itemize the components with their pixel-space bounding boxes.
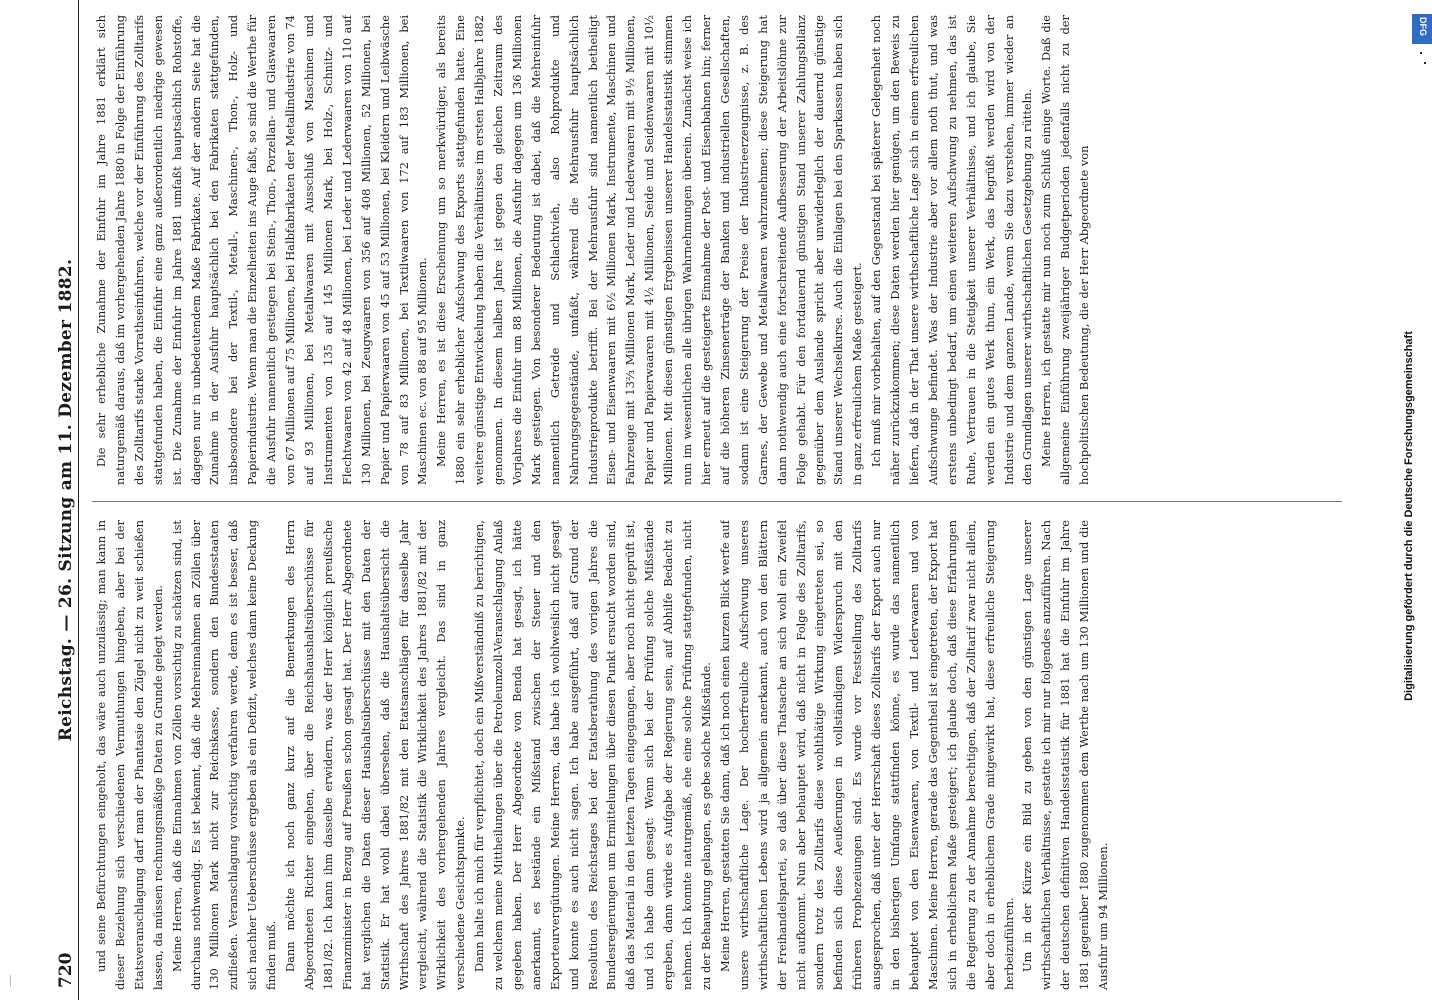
paragraph: Um in der Kürze ein Bild zu geben von den günstigen Lage unserer wirthschaftlichen Verhältnisse, gestatte ich mir nur folgendes anzuführen. Nach der deutschen definitiven Handelsstatistik für 1881 hat die Einfuhr im Jahre 1881 gegenüber 1880 zugenommen dem Werthe nach um 130 Millionen und die Ausfuhr um 94 Millionen. [1020,520,1111,990]
column-divider [92,501,1342,502]
paragraph: Meine Herren, es ist diese Erscheinung um so merkwürdiger, als bereits 1880 ein sehr erheblicher Aufschwung des Exports stattgefunden hatte. Eine weitere günstige Entwickelung haben die Verhältnisse im ersten Halbjahre 1882 genommen. In diesem halben Jahre ist gegen den gleichen Zeitraum des Vorjahres die Einfuhr um 88 Millionen, die Ausfuhr dagegen um 136 Millionen Mark gestiegen. Von besonderer Bedeutung ist dabei, daß die Mehreinfuhr namentlich Getreide und Schlachtvieh, also Rohprodukte und Nahrungsgegenstände, umfaßt, während die Mehrausfuhr hauptsächlich Industrieprodukte betrifft. Bei der Mehrausfuhr sind namentlich betheiligt Eisen- und Eisenwaaren mit 6½ Millionen Mark, Instrumente, Maschinen und Fahrzeuge mit 13⅔ Millionen Mark, Leder und Lederwaaren mit 9½ Millionen, Papier und Papierwaaren mit 4½ Millionen, Seide und Seidenwaaren mit 10½ Millionen. Mit diesen günstigen Ergebnissen unserer Handelsstatistik stimmen nun im wesentlichen alle übrigen Wahrnehmungen überein. Zunächst weise ich hier erneut auf die gesteigerte Einnahme der Post- und Eisenbahnen hin; ferner auf die höheren Zinsenerträge der Banken und industriellen Gesellschaften, sodann ist eine Steigerung der Preise der Industrieerzeugnisse, z. B. des Garnes, der Gewebe und Metallwaaren wahrzunehmen; diese Steigerung hat dann nothwendig auch eine fortschreitende Aufbesserung der Arbeitslöhne zur Folge gehabt. Für den fortdauernd günstigen Stand unserer Zahlungsbilanz gegenüber dem Auslande spricht aber unwiderleglich der dauernd günstige Stand unserer Wechselkurse. Auch die Einlagen bei den Sparkassen haben sich in ganz erfreulichem Maße gesteigert. [434,15,865,485]
scan-speck [1420,52,1422,54]
scan-edge [10,975,11,987]
paragraph: Meine Herren, daß die Einnahmen von Zöllen vorsichtig zu schätzen sind, ist durchaus nothwendig. Es ist bekannt, daß die Mehreinnahmen an Zöllen über 130 Millionen Mark nicht zur Reichskasse, sondern den Bundesstaaten zufließen. Veranschlagung vorsichtig verfahren werde, denn es ist besser, daß sich nachher Ueberschüsse ergeben als ein Defizit, welches dann keine Deckung finden muß. [169,520,279,990]
paragraph: und seine Befürchtungen eingeholt, das wäre auch unzulässig; man kann in dieser Beziehung sich verschiedenen Vermuthungen hingeben, aber bei der Etatsveranschlagung darf man der Phantasie den Zügel nicht zu weit schießen lassen, da müssen rechnungsmäßige Daten zu Grunde gelegt werden. [94,520,165,990]
paragraph: Meine Herren, ich gestatte mir nun noch zum Schluß einige Worte. Daß die allgemeine Einführung zweijähriger Budgetperioden jedenfalls nicht zu der hochpolitischen Bedeutung, die der Herr Abgeordnete von [1039,15,1092,485]
dfg-logo [1412,14,1432,44]
right-column [92,15,1342,485]
page-header [56,0,79,1000]
paragraph: Dann halte ich mich für verpflichtet, doch ein Mißverständniß zu berichtigen, zu welchem meine Mittheilungen über die Petroleumzoll-Veranschlagung Anlaß gegeben haben. Der Herr Abgeordnete von Benda hat gesagt, ich hätte anerkannt, es bestände ein Mißstand zwischen der Steuer und den Exporteurvergütungen. Meine Herren, das habe ich wohlweislich nicht gesagt und konnte es auch nicht sagen. Ich habe ausgeführt, daß auf Grund der Resolution des Reichstages bei der Etatsberathung des vorigen Jahres die Bundesregierungen um Ermittelungen über diesen Punkt ersucht worden sind, daß das Material in den letzten Tagen eingegangen, aber noch nicht geprüft ist, und ich habe dann gesagt: Wenn sich bei der Prüfung solche Mißstände ergeben, dann würde es Aufgabe der Regierung sein, auf Abhilfe Bedacht zu nehmen. Ich konnte naturgemäß, ehe eine solche Prüfung stattgefunden, nicht zu der Behauptung gelangen, es gebe solche Mißstände. [472,520,713,990]
paragraph: Dann möchte ich noch ganz kurz auf die Bemerkungen des Herrn Abgeordneten Richter eingehen, über die Reichshaushaltsüberschüsse für 1881/82. Ich kann ihm dasselbe erwidern, was der Herr königlich preußische Finanzminister in Bezug auf Preußen schon gesagt hat. Der Herr Abgeordnete hat verglichen die Daten dieser Haushaltsüberschüsse mit den Daten der Statistik. Er hat wohl dabei übersehen, daß die Haushaltsübersicht die Wirthschaft des Jahres 1881/82 mit den Etatsanschlägen für dasselbe Jahr vergleicht, während die Statistik die Wirklichkeit des Jahres 1881/82 mit der Wirklichkeit des vorhergehenden Jahres vergleicht. Das sind in ganz verschiedene Gesichtspunkte. [283,520,468,990]
paragraph: Meine Herren, gestatten Sie dann, daß ich noch einen kurzen Blick werfe auf unsere wirthschaftliche Lage. Der hocherfreuliche Aufschwung unseres wirthschaftlichen Lebens wird ja allgemein anerkannt, auch von den Blättern der Freihandelspartei, so daß über diese Thatsache an sich wohl ein Zweifel nicht aufkommt. Nun aber behauptet wird, daß nicht in Folge des Zolltarifs, sondern trotz des Zolltarifs diese wohlthätige Wirkung eingetreten sei, so befinden sich diese Aeußerungen in vollständigem Widerspruch mit den früheren Prophezeiungen sind. Es wurde vor Feststellung des Zolltarifs ausgesprochen, daß unter der Herrschaft dieses Zolltarifs der Export auch nur in den bisherigen Umfange stattfinden könne, es wurde das namentlich behauptet von den Eisenwaaren, von Textil- und Lederwaaren und von Maschinen. Meine Herren, gerade das Gegentheil ist eingetreten, der Export hat sich in erheblichem Maße gesteigert; ich glaube doch, daß diese Erfahrungen die Regierung zu der Annahme berechtigen, daß der Zolltarif zwar nicht allein, aber doch in erheblichem Grade mitgewirkt hat, diese erfreuliche Steigerung herbeizuführen. [717,520,1016,990]
scan-speck [1424,62,1426,64]
dfg-logo-text: DFG [1418,17,1428,36]
text-columns [92,0,1342,1000]
paragraph: Ich muß mir vorbehalten, auf den Gegenstand bei späterer Gelegenheit noch näher zurückzukommen; diese Daten werden hier genügen, um den Beweis zu liefern, daß in der That unsere wirthschaftliche Lage sich in einem erfreulichen Aufschwunge befindet. Was der Industrie aber vor allem noth thut, und was erstens unbedingt bedarf, um einen weiteren Aufschwung zu nehmen, das ist Ruhe, Vertrauen in die Stetigkeit unserer Verhältnisse, und ich glaube, Sie werden ein gutes Werk thun, ein Werk, das begrüßt werden wird von der Industrie und dem ganzen Lande, wenn Sie dazu verstehen, immer wieder an den Grundlagen unserer wirthschaftlichen Gesetzgebung zu rütteln. [869,15,1035,485]
running-head: Reichstag. — 26. Sitzung am 11. Dezember 1882. [56,258,76,742]
page-number: 720 [56,952,76,988]
left-column [92,520,1342,990]
document-page [56,0,1346,1000]
digitization-note: Digitalisierung gefördert durch die Deutsche Forschungsgemeinschaft [1403,331,1415,701]
paragraph: Die sehr erhebliche Zunahme der Einfuhr im Jahre 1881 erklärt sich naturgemäß daraus, daß im vorhergehenden Jahre 1880 in Folge der Einführung des Zolltarifs starke Vorrathseinfuhren, welche vor der Einführung des Zolltarifs stattgefunden haben, die Einfuhr eine ganz außerordentlich niedrige gewesen ist. Die Zunahme der Einfuhr im Jahre 1881 umfaßt hauptsächlich Rohstoffe, dagegen nur in unbedeutendem Maße Fabrikate. Auf der andern Seite hat die Zunahme in der Ausfuhr hauptsächlich bei den Fabrikaten stattgefunden, insbesondere bei der Textil-, Metall-, Maschinen-, Thon-, Holz- und Papierindustrie. Wenn man die Einzelheiten ins Auge faßt, so sind die Werthe für die Ausfuhr namentlich gestiegen bei Stein-, Thon-, Porzellan- und Glaswaaren von 67 Millionen auf 75 Millionen, bei Halbfabrikaten der Metallindustrie von 74 auf 93 Millionen, bei Metallwaaren mit Ausschluß von Maschinen und Instrumenten von 135 auf 145 Millionen Mark, bei Holz-, Schnitz- und Flechtwaaren von 42 auf 48 Millionen, bei Leder und Lederwaaren von 110 auf 130 Millionen, bei Zeugwaaren von 356 auf 408 Millionen, 52 Millionen, bei Papier und Papierwaaren von 45 auf 53 Millionen, bei Kleidern und Leibwäsche von 78 auf 83 Millionen, bei Textilwaaren von 172 auf 183 Millionen, bei Maschinen ec. von 88 auf 95 Millionen. [94,15,430,485]
